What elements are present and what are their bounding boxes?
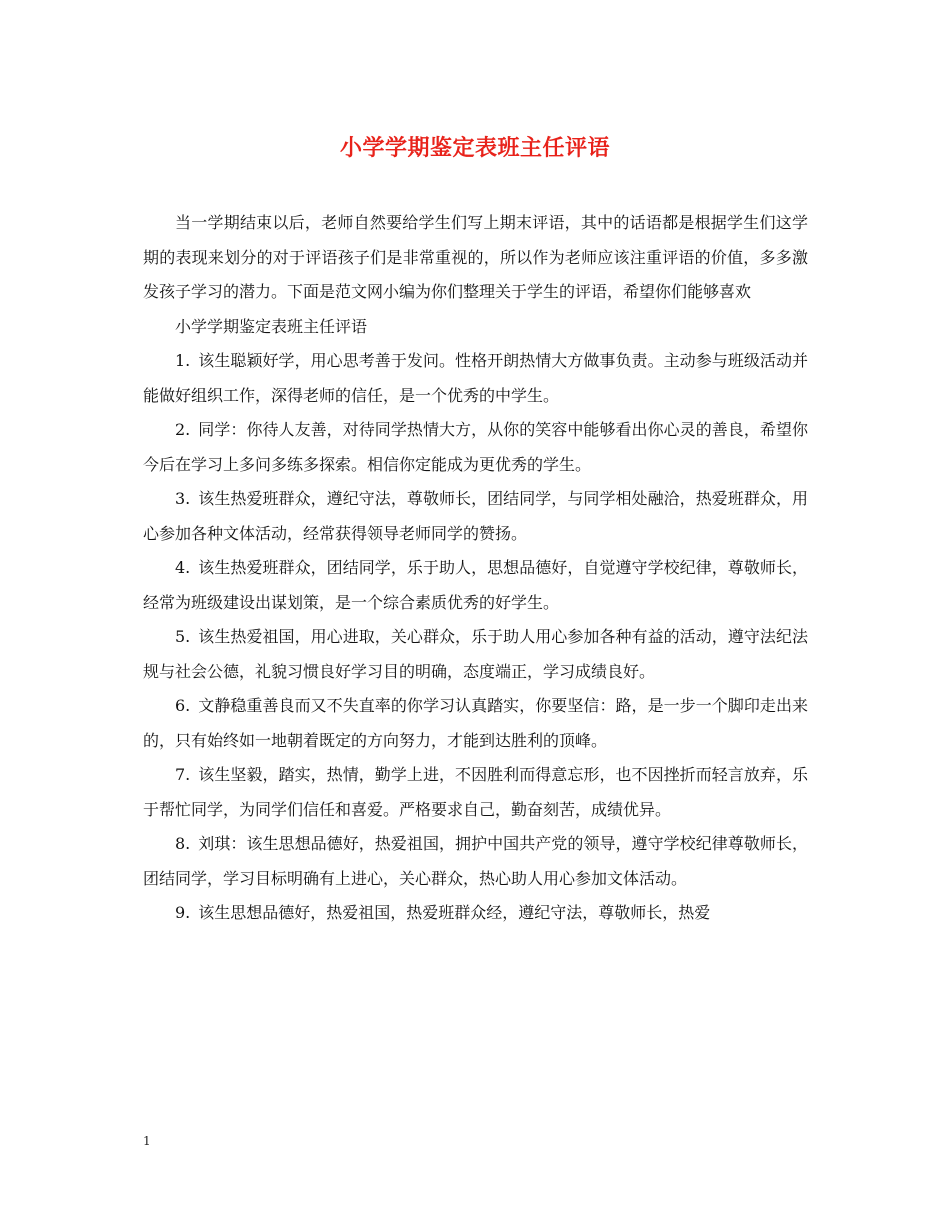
comment-item-8 <box>143 827 808 896</box>
intro-paragraph: 当一学期结束以后，老师自然要给学生们写上期末评语，其中的话语都是根据学生们这学期的表现来划分的对于评语孩子们是非常重视的，所以作为老师应该注重评语的价值，多多激发孩子学习的潜力。下面是范文网小编为你们整理关于学生的评语，希望你们能够喜欢 <box>143 213 808 301</box>
comment-number: 5. <box>175 627 191 646</box>
page-number: 1 <box>143 1134 151 1148</box>
comment-item-2 <box>143 413 808 482</box>
section-subtitle: 小学学期鉴定表班主任评语 <box>175 316 368 336</box>
comment-item-7 <box>143 758 808 827</box>
comment-text: 该生热爱祖国，用心进取，关心群众，乐于助人用心参加各种有益的活动，遵守法纪法规与社会公德，礼貌习惯良好学习目的明确，态度端正，学习成绩良好。 <box>143 627 808 681</box>
comment-number: 4. <box>175 558 191 577</box>
comment-number: 9. <box>175 903 191 922</box>
document-title: 小学学期鉴定表班主任评语 <box>339 135 610 161</box>
comment-item-9 <box>143 896 808 931</box>
document-body <box>143 206 808 931</box>
comment-text: 文静稳重善良而又不失直率的你学习认真踏实，你要坚信：路，是一步一个脚印走出来的，只有始终如一地朝着既定的方向努力，才能到达胜利的顶峰。 <box>143 696 808 750</box>
comment-text: 该生坚毅，踏实，热情，勤学上进，不因胜利而得意忘形，也不因挫折而轻言放弃，乐于帮忙同学，为同学们信任和喜爱。严格要求自己，勤奋刻苦，成绩优异。 <box>143 765 808 819</box>
comment-number: 7. <box>175 765 191 784</box>
comment-item-1 <box>143 344 808 413</box>
comment-text: 该生热爱班群众，遵纪守法，尊敬师长，团结同学，与同学相处融洽，热爱班群众，用心参加各种文体活动，经常获得领导老师同学的赞扬。 <box>143 489 808 543</box>
comment-item-3 <box>143 482 808 551</box>
comment-number: 2. <box>175 420 191 439</box>
comment-item-4 <box>143 551 808 620</box>
comment-text: 同学：你待人友善，对待同学热情大方，从你的笑容中能够看出你心灵的善良，希望你今后在学习上多问多练多探索。相信你定能成为更优秀的学生。 <box>143 420 808 474</box>
comment-number: 6. <box>175 696 191 715</box>
comment-text: 该生思想品德好，热爱祖国，热爱班群众经，遵纪守法，尊敬师长，热爱 <box>198 903 711 922</box>
comment-text: 该生聪颖好学，用心思考善于发问。性格开朗热情大方做事负责。主动参与班级活动并能做好组织工作，深得老师的信任，是一个优秀的中学生。 <box>143 351 808 405</box>
comment-item-6 <box>143 689 808 758</box>
comment-number: 3. <box>175 489 191 508</box>
comment-text: 刘琪：该生思想品德好，热爱祖国，拥护中国共产党的领导，遵守学校纪律尊敬师长，团结同学，学习目标明确有上进心，关心群众，热心助人用心参加文体活动。 <box>143 834 808 888</box>
comment-number: 8. <box>175 834 191 853</box>
comment-number: 1. <box>175 351 191 370</box>
comment-item-5 <box>143 620 808 689</box>
comment-text: 该生热爱班群众，团结同学，乐于助人，思想品德好，自觉遵守学校纪律，尊敬师长，经常为班级建设出谋划策，是一个综合素质优秀的好学生。 <box>143 558 808 612</box>
